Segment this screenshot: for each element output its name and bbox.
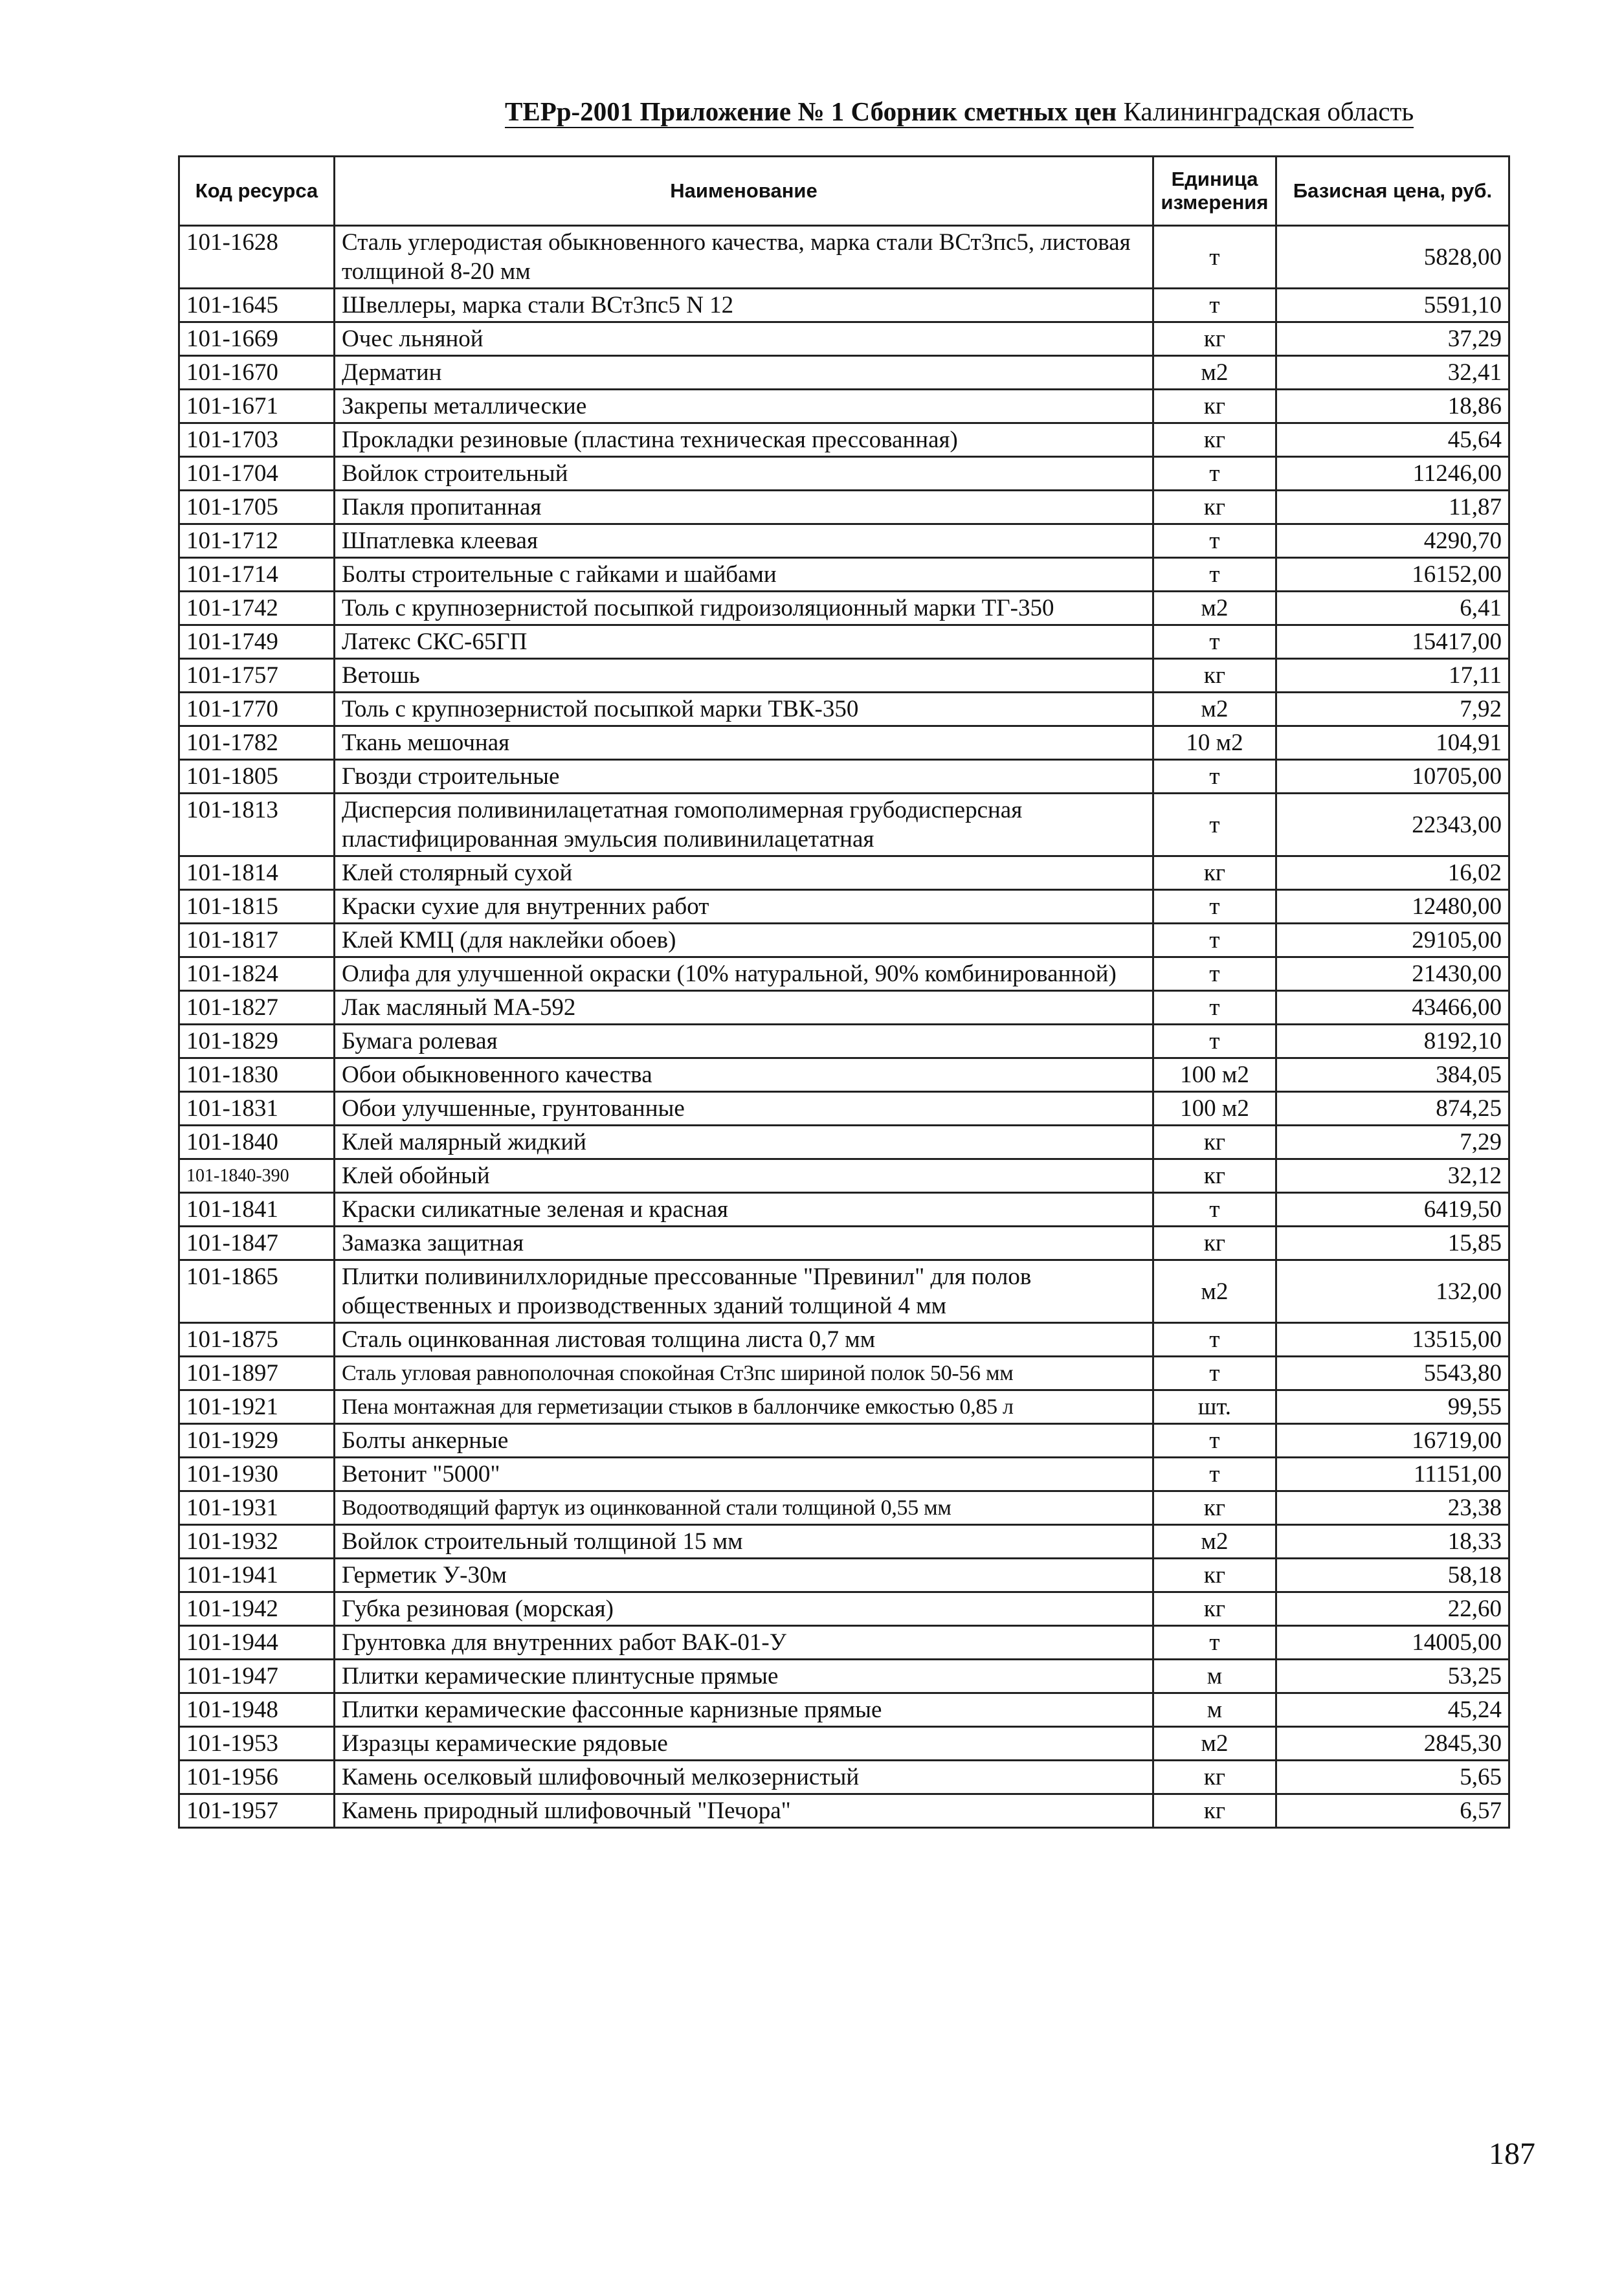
resource-code-cell: 101-1941 <box>179 1559 335 1592</box>
price-cell: 17,11 <box>1276 659 1509 693</box>
unit-cell: м <box>1153 1660 1276 1693</box>
price-cell: 6419,50 <box>1276 1193 1509 1227</box>
table-row <box>179 1660 1509 1693</box>
table-row <box>179 1761 1509 1794</box>
table-row <box>179 957 1509 991</box>
resource-name-cell: Болты анкерные <box>335 1424 1153 1458</box>
unit-cell: 100 м2 <box>1153 1092 1276 1126</box>
price-table <box>178 155 1510 1829</box>
table-row <box>179 794 1509 856</box>
unit-cell: т <box>1153 890 1276 924</box>
unit-cell: м2 <box>1153 592 1276 625</box>
resource-name-cell: Ткань мешочная <box>335 726 1153 760</box>
table-row <box>179 991 1509 1025</box>
table-row <box>179 1525 1509 1559</box>
price-cell: 13515,00 <box>1276 1323 1509 1357</box>
resource-name-cell: Бумага ролевая <box>335 1025 1153 1058</box>
table-row <box>179 856 1509 890</box>
resource-name-cell: Обои обыкновенного качества <box>335 1058 1153 1092</box>
price-cell: 15,85 <box>1276 1227 1509 1260</box>
unit-cell: м <box>1153 1693 1276 1727</box>
price-cell: 5828,00 <box>1276 226 1509 289</box>
resource-code-cell: 101-1824 <box>179 957 335 991</box>
resource-name-cell: Дерматин <box>335 356 1153 390</box>
resource-name-cell: Краски сухие для внутренних работ <box>335 890 1153 924</box>
table-row <box>179 1626 1509 1660</box>
price-cell: 2845,30 <box>1276 1727 1509 1761</box>
unit-cell: кг <box>1153 1227 1276 1260</box>
price-cell: 5,65 <box>1276 1761 1509 1794</box>
unit-cell: кг <box>1153 390 1276 423</box>
resource-code-cell: 101-1956 <box>179 1761 335 1794</box>
unit-cell: т <box>1153 760 1276 794</box>
resource-code-cell: 101-1712 <box>179 524 335 558</box>
table-row <box>179 1260 1509 1323</box>
price-cell: 29105,00 <box>1276 924 1509 957</box>
resource-name-cell: Гвозди строительные <box>335 760 1153 794</box>
resource-name-cell: Клей столярный сухой <box>335 856 1153 890</box>
resource-name-cell: Олифа для улучшенной окраски (10% натуральной, 90% комбинированной) <box>335 957 1153 991</box>
resource-code-cell: 101-1865 <box>179 1260 335 1323</box>
resource-name-cell: Болты строительные с гайками и шайбами <box>335 558 1153 592</box>
resource-code-cell: 101-1829 <box>179 1025 335 1058</box>
price-cell: 12480,00 <box>1276 890 1509 924</box>
page-header <box>505 96 1414 128</box>
price-cell: 14005,00 <box>1276 1626 1509 1660</box>
resource-name-cell: Прокладки резиновые (пластина техническая прессованная) <box>335 423 1153 457</box>
price-cell: 18,33 <box>1276 1525 1509 1559</box>
resource-name-cell: Войлок строительный <box>335 457 1153 491</box>
price-cell: 43466,00 <box>1276 991 1509 1025</box>
unit-cell: т <box>1153 558 1276 592</box>
resource-code-cell: 101-1875 <box>179 1323 335 1357</box>
resource-name-cell: Лак масляный МА-592 <box>335 991 1153 1025</box>
table-row <box>179 1727 1509 1761</box>
unit-cell: т <box>1153 991 1276 1025</box>
table-row <box>179 726 1509 760</box>
unit-cell: 100 м2 <box>1153 1058 1276 1092</box>
resource-code-cell: 101-1714 <box>179 558 335 592</box>
table-row <box>179 1058 1509 1092</box>
resource-name-cell: Сталь угловая равнополочная спокойная Ст3пс шириной полок 50-56 мм <box>335 1357 1153 1390</box>
resource-name-cell: Камень природный шлифовочный "Печора" <box>335 1794 1153 1828</box>
resource-name-cell: Герметик У-30м <box>335 1559 1153 1592</box>
table-row <box>179 457 1509 491</box>
unit-cell: т <box>1153 1323 1276 1357</box>
table-row <box>179 1159 1509 1193</box>
resource-code-cell: 101-1841 <box>179 1193 335 1227</box>
resource-name-cell: Грунтовка для внутренних работ ВАК-01-У <box>335 1626 1153 1660</box>
resource-name-cell: Ветонит "5000" <box>335 1458 1153 1491</box>
unit-cell: кг <box>1153 1126 1276 1159</box>
price-cell: 6,57 <box>1276 1794 1509 1828</box>
unit-cell: кг <box>1153 1159 1276 1193</box>
table-body <box>179 226 1509 1828</box>
resource-name-cell: Дисперсия поливинилацетатная гомополимерная грубодисперсная пластифицированная эмульсия поливинилацетатная <box>335 794 1153 856</box>
table-row <box>179 390 1509 423</box>
table-row <box>179 1424 1509 1458</box>
unit-cell: м2 <box>1153 1260 1276 1323</box>
unit-cell: кг <box>1153 659 1276 693</box>
column-header-name: Наименование <box>335 157 1153 226</box>
resource-code-cell: 101-1670 <box>179 356 335 390</box>
table-row <box>179 760 1509 794</box>
resource-code-cell: 101-1749 <box>179 625 335 659</box>
price-cell: 99,55 <box>1276 1390 1509 1424</box>
unit-cell: кг <box>1153 423 1276 457</box>
resource-name-cell: Пена монтажная для герметизации стыков в баллончике емкостью 0,85 л <box>335 1390 1153 1424</box>
resource-code-cell: 101-1932 <box>179 1525 335 1559</box>
price-cell: 22343,00 <box>1276 794 1509 856</box>
price-cell: 22,60 <box>1276 1592 1509 1626</box>
price-cell: 18,86 <box>1276 390 1509 423</box>
unit-cell: т <box>1153 289 1276 322</box>
price-cell: 58,18 <box>1276 1559 1509 1592</box>
resource-name-cell: Толь с крупнозернистой посыпкой марки ТВК-350 <box>335 693 1153 726</box>
resource-code-cell: 101-1930 <box>179 1458 335 1491</box>
resource-name-cell: Обои улучшенные, грунтованные <box>335 1092 1153 1126</box>
resource-code-cell: 101-1645 <box>179 289 335 322</box>
resource-name-cell: Очес льняной <box>335 322 1153 356</box>
price-cell: 32,41 <box>1276 356 1509 390</box>
table-row <box>179 1092 1509 1126</box>
resource-code-cell: 101-1948 <box>179 1693 335 1727</box>
resource-code-cell: 101-1703 <box>179 423 335 457</box>
price-cell: 11,87 <box>1276 491 1509 524</box>
price-cell: 45,24 <box>1276 1693 1509 1727</box>
table-row <box>179 659 1509 693</box>
resource-name-cell: Толь с крупнозернистой посыпкой гидроизоляционный марки ТГ-350 <box>335 592 1153 625</box>
table-row <box>179 625 1509 659</box>
table-row <box>179 491 1509 524</box>
resource-name-cell: Войлок строительный толщиной 15 мм <box>335 1525 1153 1559</box>
unit-cell: т <box>1153 457 1276 491</box>
region-name: Калининградская область <box>1123 96 1414 126</box>
unit-cell: кг <box>1153 856 1276 890</box>
unit-cell: м2 <box>1153 356 1276 390</box>
table-row <box>179 558 1509 592</box>
resource-name-cell: Ветошь <box>335 659 1153 693</box>
unit-cell: т <box>1153 1193 1276 1227</box>
resource-code-cell: 101-1831 <box>179 1092 335 1126</box>
unit-cell: т <box>1153 1025 1276 1058</box>
resource-code-cell: 101-1840-390 <box>179 1159 335 1193</box>
resource-code-cell: 101-1669 <box>179 322 335 356</box>
resource-code-cell: 101-1814 <box>179 856 335 890</box>
unit-cell: т <box>1153 1357 1276 1390</box>
unit-cell: кг <box>1153 1491 1276 1525</box>
resource-code-cell: 101-1815 <box>179 890 335 924</box>
resource-code-cell: 101-1944 <box>179 1626 335 1660</box>
unit-cell: кг <box>1153 322 1276 356</box>
collection-title: ТЕРр-2001 Приложение № 1 Сборник сметных цен <box>505 96 1117 126</box>
unit-cell: кг <box>1153 1559 1276 1592</box>
resource-name-cell: Пакля пропитанная <box>335 491 1153 524</box>
price-cell: 16,02 <box>1276 856 1509 890</box>
resource-code-cell: 101-1929 <box>179 1424 335 1458</box>
resource-code-cell: 101-1813 <box>179 794 335 856</box>
price-cell: 7,29 <box>1276 1126 1509 1159</box>
table-row <box>179 592 1509 625</box>
price-cell: 37,29 <box>1276 322 1509 356</box>
table-header-row <box>179 157 1509 226</box>
resource-code-cell: 101-1947 <box>179 1660 335 1693</box>
unit-cell: т <box>1153 1424 1276 1458</box>
table-row <box>179 226 1509 289</box>
price-cell: 15417,00 <box>1276 625 1509 659</box>
unit-cell: кг <box>1153 1794 1276 1828</box>
unit-cell: т <box>1153 625 1276 659</box>
price-cell: 11151,00 <box>1276 1458 1509 1491</box>
unit-cell: т <box>1153 226 1276 289</box>
unit-cell: т <box>1153 924 1276 957</box>
table-row <box>179 1323 1509 1357</box>
resource-code-cell: 101-1931 <box>179 1491 335 1525</box>
price-cell: 53,25 <box>1276 1660 1509 1693</box>
table-row <box>179 1592 1509 1626</box>
table-row <box>179 524 1509 558</box>
table-row <box>179 1390 1509 1424</box>
resource-code-cell: 101-1671 <box>179 390 335 423</box>
price-cell: 5591,10 <box>1276 289 1509 322</box>
column-header-price: Базисная цена, руб. <box>1276 157 1509 226</box>
table-row <box>179 1227 1509 1260</box>
resource-name-cell: Краски силикатные зеленая и красная <box>335 1193 1153 1227</box>
table-row <box>179 1458 1509 1491</box>
price-cell: 874,25 <box>1276 1092 1509 1126</box>
table-row <box>179 1559 1509 1592</box>
price-cell: 4290,70 <box>1276 524 1509 558</box>
resource-name-cell: Клей КМЦ (для наклейки обоев) <box>335 924 1153 957</box>
price-cell: 104,91 <box>1276 726 1509 760</box>
resource-code-cell: 101-1757 <box>179 659 335 693</box>
unit-cell: т <box>1153 524 1276 558</box>
resource-code-cell: 101-1957 <box>179 1794 335 1828</box>
price-cell: 10705,00 <box>1276 760 1509 794</box>
resource-name-cell: Сталь оцинкованная листовая толщина листа 0,7 мм <box>335 1323 1153 1357</box>
table-row <box>179 1491 1509 1525</box>
table-row <box>179 356 1509 390</box>
resource-name-cell: Камень оселковый шлифовочный мелкозернистый <box>335 1761 1153 1794</box>
price-cell: 5543,80 <box>1276 1357 1509 1390</box>
table-row <box>179 693 1509 726</box>
resource-name-cell: Швеллеры, марка стали ВСт3пс5 N 12 <box>335 289 1153 322</box>
resource-code-cell: 101-1942 <box>179 1592 335 1626</box>
resource-code-cell: 101-1805 <box>179 760 335 794</box>
unit-cell: м2 <box>1153 693 1276 726</box>
resource-code-cell: 101-1782 <box>179 726 335 760</box>
resource-name-cell: Сталь углеродистая обыкновенного качества, марка стали ВСт3пс5, листовая толщиной 8-20 мм <box>335 226 1153 289</box>
resource-name-cell: Губка резиновая (морская) <box>335 1592 1153 1626</box>
price-cell: 7,92 <box>1276 693 1509 726</box>
column-header-code: Код ресурса <box>179 157 335 226</box>
unit-cell: т <box>1153 1458 1276 1491</box>
resource-code-cell: 101-1830 <box>179 1058 335 1092</box>
price-cell: 11246,00 <box>1276 457 1509 491</box>
table-row <box>179 890 1509 924</box>
resource-name-cell: Плитки керамические плинтусные прямые <box>335 1660 1153 1693</box>
price-cell: 8192,10 <box>1276 1025 1509 1058</box>
column-header-unit: Единица измерения <box>1153 157 1276 226</box>
table-row <box>179 1025 1509 1058</box>
resource-code-cell: 101-1921 <box>179 1390 335 1424</box>
unit-cell: т <box>1153 794 1276 856</box>
resource-name-cell: Шпатлевка клеевая <box>335 524 1153 558</box>
table-row <box>179 322 1509 356</box>
resource-code-cell: 101-1628 <box>179 226 335 289</box>
price-cell: 21430,00 <box>1276 957 1509 991</box>
price-cell: 132,00 <box>1276 1260 1509 1323</box>
resource-code-cell: 101-1840 <box>179 1126 335 1159</box>
price-cell: 16152,00 <box>1276 558 1509 592</box>
table-row <box>179 1193 1509 1227</box>
page-number: 187 <box>1489 2137 1535 2171</box>
resource-code-cell: 101-1742 <box>179 592 335 625</box>
price-cell: 16719,00 <box>1276 1424 1509 1458</box>
price-cell: 384,05 <box>1276 1058 1509 1092</box>
resource-code-cell: 101-1817 <box>179 924 335 957</box>
unit-cell: кг <box>1153 1592 1276 1626</box>
resource-code-cell: 101-1705 <box>179 491 335 524</box>
table-row <box>179 289 1509 322</box>
resource-code-cell: 101-1704 <box>179 457 335 491</box>
resource-name-cell: Водоотводящий фартук из оцинкованной стали толщиной 0,55 мм <box>335 1491 1153 1525</box>
resource-code-cell: 101-1827 <box>179 991 335 1025</box>
unit-cell: кг <box>1153 491 1276 524</box>
resource-name-cell: Клей обойный <box>335 1159 1153 1193</box>
price-cell: 32,12 <box>1276 1159 1509 1193</box>
resource-code-cell: 101-1897 <box>179 1357 335 1390</box>
resource-name-cell: Плитки керамические фассонные карнизные прямые <box>335 1693 1153 1727</box>
resource-name-cell: Латекс СКС-65ГП <box>335 625 1153 659</box>
table-row <box>179 423 1509 457</box>
price-cell: 6,41 <box>1276 592 1509 625</box>
resource-code-cell: 101-1770 <box>179 693 335 726</box>
unit-cell: т <box>1153 1626 1276 1660</box>
resource-name-cell: Замазка защитная <box>335 1227 1153 1260</box>
price-cell: 45,64 <box>1276 423 1509 457</box>
table-row <box>179 1126 1509 1159</box>
unit-cell: т <box>1153 957 1276 991</box>
resource-name-cell: Плитки поливинилхлоридные прессованные "Превинил" для полов общественных и производственных зданий толщиной 4 мм <box>335 1260 1153 1323</box>
table-row <box>179 1357 1509 1390</box>
table-row <box>179 924 1509 957</box>
resource-name-cell: Клей малярный жидкий <box>335 1126 1153 1159</box>
resource-code-cell: 101-1847 <box>179 1227 335 1260</box>
table-row <box>179 1794 1509 1828</box>
unit-cell: м2 <box>1153 1525 1276 1559</box>
unit-cell: 10 м2 <box>1153 726 1276 760</box>
table-row <box>179 1693 1509 1727</box>
unit-cell: кг <box>1153 1761 1276 1794</box>
unit-cell: м2 <box>1153 1727 1276 1761</box>
unit-cell: шт. <box>1153 1390 1276 1424</box>
resource-name-cell: Закрепы металлические <box>335 390 1153 423</box>
price-cell: 23,38 <box>1276 1491 1509 1525</box>
resource-code-cell: 101-1953 <box>179 1727 335 1761</box>
resource-name-cell: Изразцы керамические рядовые <box>335 1727 1153 1761</box>
